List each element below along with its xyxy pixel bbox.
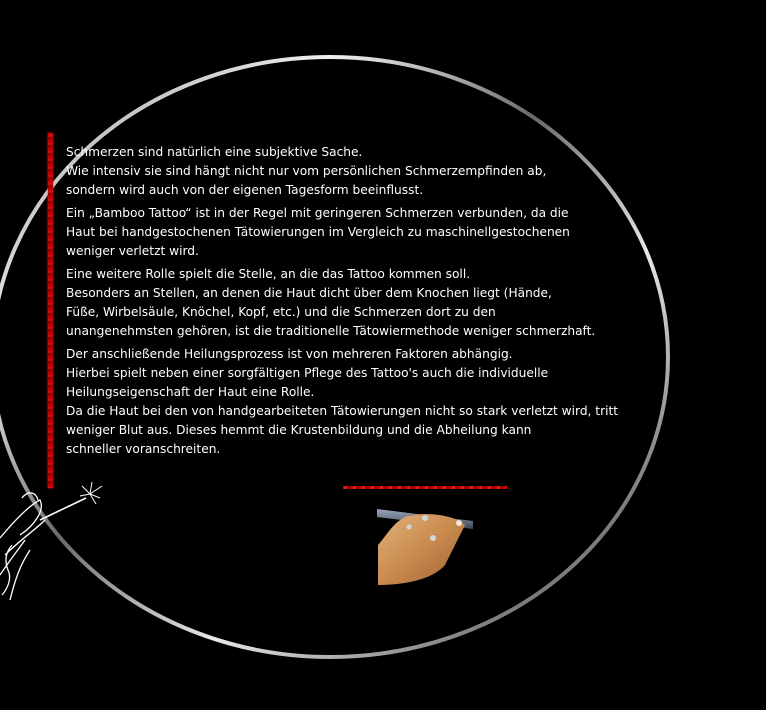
- text-line: sondern wird auch von der eigenen Tagesform beeinflusst.: [66, 183, 424, 197]
- text-line: Der anschließende Heilungsprozess ist von mehreren Faktoren abhängig.: [66, 347, 513, 361]
- red-accent-bar: [48, 133, 53, 488]
- paragraph-bamboo-tattoo: [66, 204, 606, 261]
- article-text: [66, 143, 619, 463]
- paragraph-pain-subjective: [66, 143, 606, 200]
- text-line: Haut bei handgestochenen Tätowierungen im Vergleich zu maschinellgestochenen: [66, 225, 570, 239]
- text-line: Schmerzen sind natürlich eine subjektive Sache.: [66, 145, 363, 159]
- paragraph-healing: [66, 345, 619, 459]
- bandage-tape-icon: [375, 505, 475, 590]
- text-line: Wie intensiv sie sind hängt nicht nur vom persönlichen Schmerzempfinden ab,: [66, 164, 547, 178]
- text-line: weniger verletzt wird.: [66, 244, 199, 258]
- paragraph-body-location: [66, 265, 606, 341]
- text-line: Da die Haut bei den von handgearbeiteten Tätowierungen nicht so stark verletzt wird, tritt: [66, 404, 619, 418]
- tattoo-tool-icon: [0, 480, 110, 610]
- text-line: Heilungseigenschaft der Haut eine Rolle.: [66, 385, 315, 399]
- red-divider-line: [343, 486, 507, 489]
- text-line: Ein „Bamboo Tattoo“ ist in der Regel mit geringeren Schmerzen verbunden, da die: [66, 206, 569, 220]
- text-line: unangenehmsten gehören, ist die traditionelle Tätowiermethode weniger schmerzhaft.: [66, 324, 596, 338]
- text-line: Eine weitere Rolle spielt die Stelle, an die das Tattoo kommen soll.: [66, 267, 471, 281]
- text-line: Hierbei spielt neben einer sorgfältigen Pflege des Tattoo's auch die individuelle: [66, 366, 549, 380]
- text-line: Besonders an Stellen, an denen die Haut dicht über dem Knochen liegt (Hände,: [66, 286, 552, 300]
- text-line: Füße, Wirbelsäule, Knöchel, Kopf, etc.) und die Schmerzen dort zu den: [66, 305, 496, 319]
- text-line: schneller voranschreiten.: [66, 442, 221, 456]
- text-line: weniger Blut aus. Dieses hemmt die Krustenbildung und die Abheilung kann: [66, 423, 532, 437]
